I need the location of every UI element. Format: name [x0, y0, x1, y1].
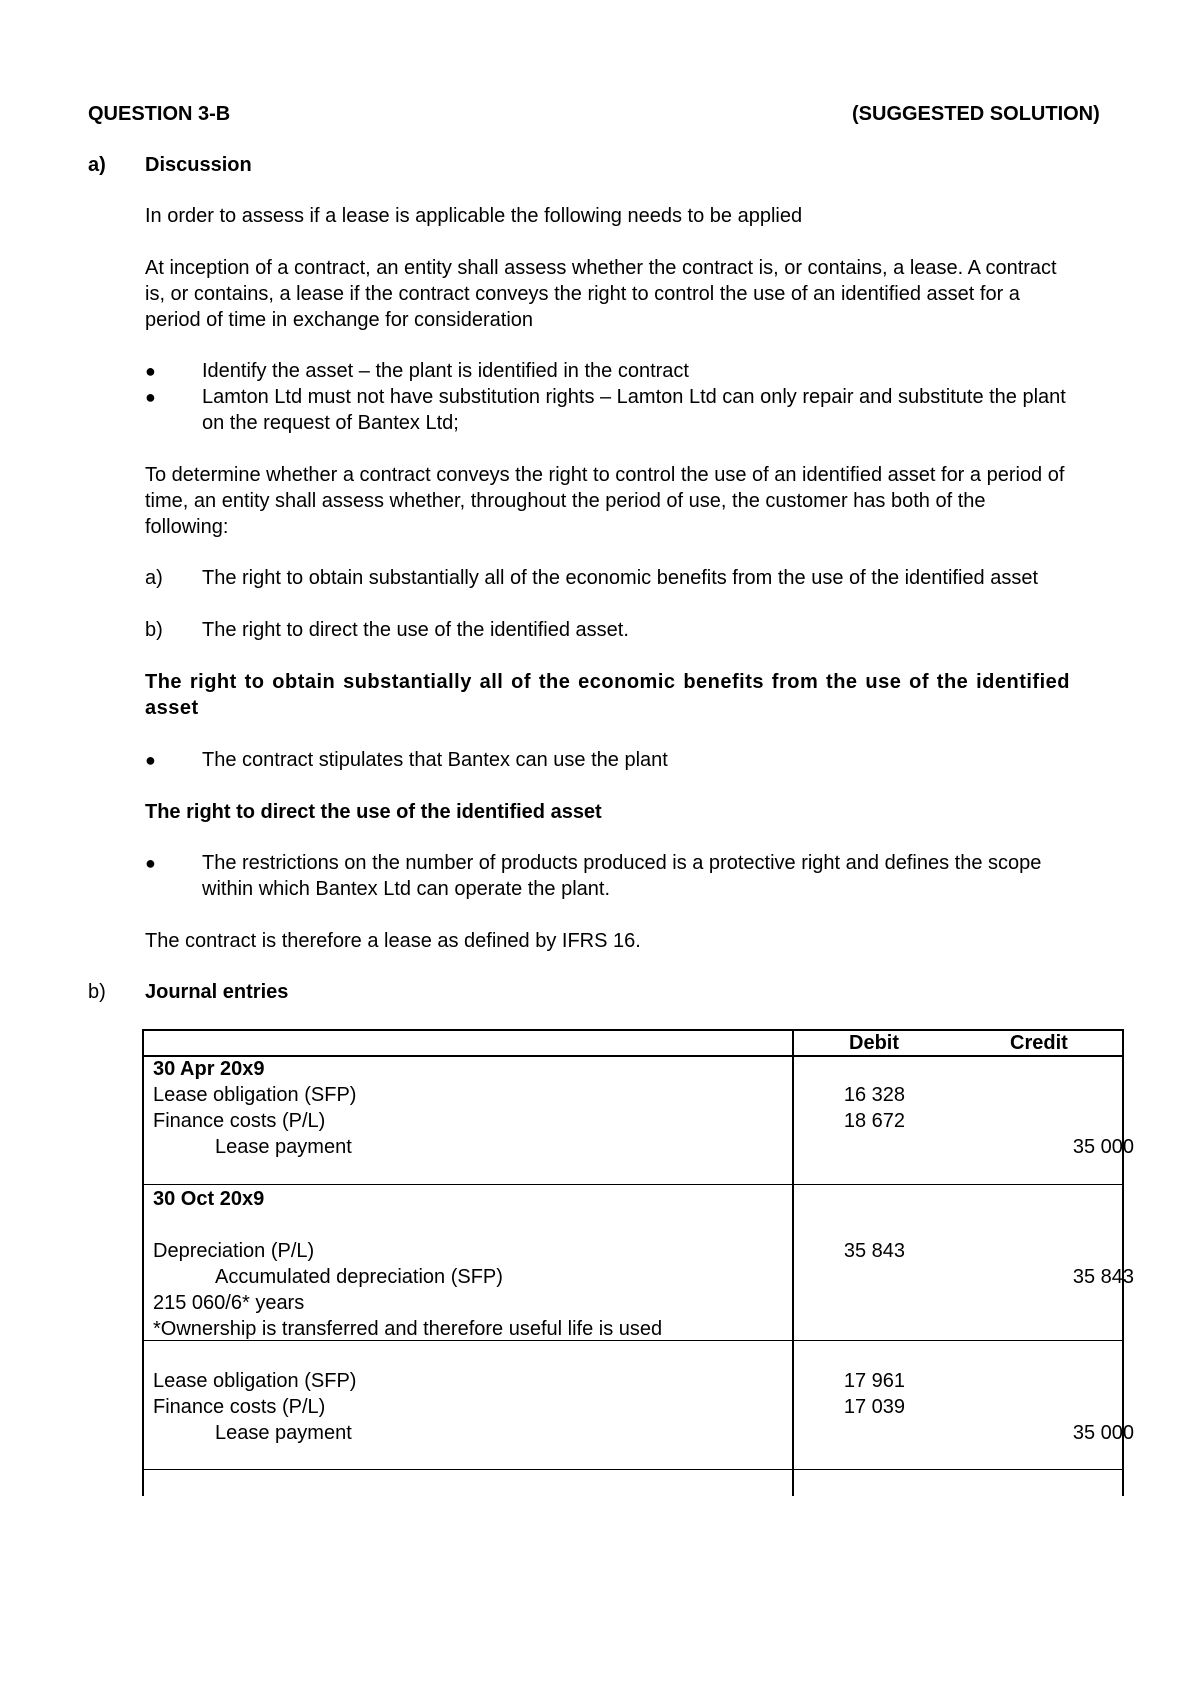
bullet-substitution-rights: Lamton Ltd must not have substitution rights – Lamton Ltd can only repair and substitute the plant on the request of Bantex Ltd;	[202, 386, 1066, 434]
entry-line: Finance costs (P/L)	[153, 1396, 326, 1418]
debit-amount: 17 961	[843, 1370, 905, 1392]
solution-label: (SUGGESTED SOLUTION)	[852, 103, 1100, 125]
subheading-direct-use: The right to direct the use of the identified asset	[145, 801, 602, 823]
control-paragraph: To determine whether a contract conveys the right to control the use of an identified asset for a period of time, an entity shall assess whether, throughout the period of use, the customer has both of the following:	[145, 464, 1065, 538]
section-b-heading: Journal entries	[145, 981, 289, 1003]
intro-paragraph: In order to assess if a lease is applicable the following needs to be applied	[145, 205, 803, 227]
criteria-a-text: The right to obtain substantially all of the economic benefits from the use of the identified asset	[202, 567, 1039, 589]
section-b-marker: b)	[88, 981, 106, 1003]
entry-date: 30 Apr 20x9	[153, 1058, 265, 1080]
bullet-dot: ●	[145, 387, 156, 407]
bullet-dot: ●	[145, 853, 156, 873]
debit-amount: 17 039	[843, 1396, 905, 1418]
conclusion: The contract is therefore a lease as defined by IFRS 16.	[145, 930, 641, 952]
entry-line: Finance costs (P/L)	[153, 1110, 326, 1132]
entry-line: Lease obligation (SFP)	[153, 1084, 357, 1106]
criteria-a-marker: a)	[145, 567, 163, 589]
section-a-marker: a)	[88, 154, 106, 176]
credit-amount: 35 843	[1072, 1266, 1134, 1288]
entry-line: Depreciation (P/L)	[153, 1240, 315, 1262]
section-a-heading: Discussion	[145, 154, 252, 176]
entry-note: *Ownership is transferred and therefore useful life is used	[153, 1318, 663, 1340]
credit-column-header: Credit	[1010, 1032, 1068, 1054]
debit-column-header: Debit	[849, 1032, 899, 1054]
criteria-b-marker: b)	[145, 619, 163, 641]
debit-amount: 35 843	[843, 1240, 905, 1262]
credit-amount: 35 000	[1072, 1136, 1134, 1158]
journal-entries-table	[142, 1029, 1134, 1496]
debit-amount: 16 328	[843, 1084, 905, 1106]
bullet-dot: ●	[145, 361, 156, 381]
bullet-dot: ●	[145, 750, 156, 770]
debit-amount: 18 672	[843, 1110, 905, 1132]
criteria-b-text: The right to direct the use of the identified asset.	[202, 619, 629, 641]
bullet-bantex-use: The contract stipulates that Bantex can use the plant	[202, 749, 668, 771]
entry-line: Lease payment	[215, 1422, 352, 1444]
entry-line: Lease payment	[215, 1136, 352, 1158]
bullet-identify-asset: Identify the asset – the plant is identified in the contract	[202, 360, 689, 382]
subheading-economic-benefits: The right to obtain substantially all of the economic benefits from the use of the identified asset	[145, 671, 1070, 719]
bullet-protective-right: The restrictions on the number of products produced is a protective right and defines the scope within which Bantex Ltd can operate the plant.	[202, 852, 1042, 900]
entry-note: 215 060/6* years	[153, 1292, 305, 1314]
definition-paragraph: At inception of a contract, an entity shall assess whether the contract is, or contains, a lease. A contract is, or contains, a lease if the contract conveys the right to control the use of an identified asset for a period of time in exchange for consideration	[145, 257, 1057, 331]
credit-amount: 35 000	[1072, 1422, 1134, 1444]
question-title: QUESTION 3-B	[88, 103, 231, 125]
entry-date: 30 Oct 20x9	[153, 1188, 265, 1210]
entry-line: Lease obligation (SFP)	[153, 1370, 357, 1392]
entry-line: Accumulated depreciation (SFP)	[215, 1266, 503, 1288]
